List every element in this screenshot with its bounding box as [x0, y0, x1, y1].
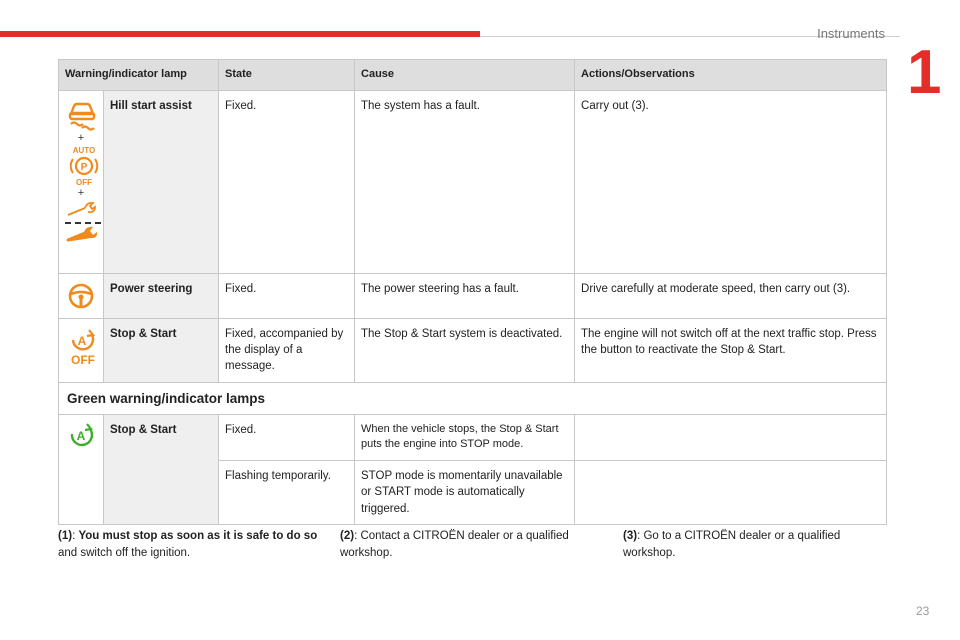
- lamp-cause: The power steering has a fault.: [355, 273, 575, 318]
- warning-lamps-table: [58, 59, 887, 525]
- svg-text:P: P: [80, 161, 88, 173]
- lamp-icons-stop-start: [59, 414, 104, 524]
- footnote-ref: (3): [623, 530, 638, 542]
- green-section-header: [59, 382, 887, 414]
- lamp-state: Fixed.: [219, 273, 355, 318]
- skid-car-icon: [65, 98, 99, 132]
- lamp-state: Flashing temporarily.: [219, 460, 355, 524]
- svg-text:OFF: OFF: [76, 177, 92, 187]
- lamp-cause: The Stop & Start system is deactivated.: [355, 318, 575, 382]
- lamp-action: The engine will not switch off at the next traffic stop. Press the button to reactivate the Stop & Start.: [575, 318, 887, 382]
- section-title: Instruments: [817, 26, 885, 41]
- lamp-cause: The system has a fault.: [355, 90, 575, 273]
- table-row: [59, 90, 887, 273]
- lamp-action: Drive carefully at moderate speed, then carry out (3).: [575, 273, 887, 318]
- lamp-icons-stop-start-off: [59, 318, 104, 382]
- table-row: [59, 318, 887, 382]
- svg-text:AUTO: AUTO: [72, 145, 96, 155]
- steering-wheel-icon: [65, 281, 97, 311]
- header-cause: Cause: [355, 60, 575, 91]
- table-row: [59, 273, 887, 318]
- header-state: State: [219, 60, 355, 91]
- lamp-state: Fixed.: [219, 90, 355, 273]
- lamp-name: Stop & Start: [104, 318, 219, 382]
- lamp-action: [575, 460, 887, 524]
- table-header-row: [59, 60, 887, 91]
- lamp-state: Fixed, accompanied by the display of a message.: [219, 318, 355, 382]
- svg-text:OFF: OFF: [71, 352, 95, 366]
- lamp-state: Fixed.: [219, 414, 355, 460]
- footnote-3: [623, 528, 888, 561]
- svg-text:A: A: [76, 428, 86, 443]
- footnote-2: [340, 528, 605, 561]
- header-actions: Actions/Observations: [575, 60, 887, 91]
- page-number: 23: [916, 604, 930, 618]
- wrench-solid-icon: [65, 226, 101, 244]
- footnote-bold: You must stop as soon as it is safe to do so: [78, 530, 318, 542]
- wrench-outline-icon: [65, 200, 99, 218]
- table-row: [59, 414, 887, 460]
- footnote-text: : Go to a CITROËN dealer or a qualified workshop.: [623, 530, 841, 559]
- header-lamp: Warning/indicator lamp: [59, 60, 219, 91]
- lamp-name: Hill start assist: [104, 90, 219, 273]
- footnote-text: : Contact a CITROËN dealer or a qualified workshop.: [340, 530, 569, 559]
- lamp-name: Power steering: [104, 273, 219, 318]
- footnote-ref: (2): [340, 530, 355, 542]
- footnote-ref: (1): [58, 530, 73, 542]
- lamp-icons-power-steering: [59, 273, 104, 318]
- lamp-action: Carry out (3).: [575, 90, 887, 273]
- stop-start-icon: [65, 422, 97, 450]
- footnote-1: [58, 528, 328, 561]
- footnote-colon: :: [72, 530, 79, 542]
- footnote-text: and switch off the ignition.: [58, 546, 191, 559]
- plus-sign: +: [77, 131, 85, 144]
- lamp-action: [575, 414, 887, 460]
- stop-start-off-icon: [65, 326, 101, 366]
- lamp-icons-hill-start: [59, 90, 104, 273]
- lamp-name: Stop & Start: [104, 414, 219, 524]
- svg-text:A: A: [77, 333, 87, 348]
- plus-sign: +: [77, 186, 85, 199]
- green-section-title: Green warning/indicator lamps: [59, 382, 887, 414]
- chapter-number: 1: [907, 38, 942, 107]
- header-accent-bar: [0, 31, 480, 37]
- auto-park-brake-off-icon: [65, 145, 103, 187]
- lamp-cause: When the vehicle stops, the Stop & Start puts the engine into STOP mode.: [355, 414, 575, 460]
- lamp-cause: STOP mode is momentarily unavailable or START mode is automatically triggered.: [355, 460, 575, 524]
